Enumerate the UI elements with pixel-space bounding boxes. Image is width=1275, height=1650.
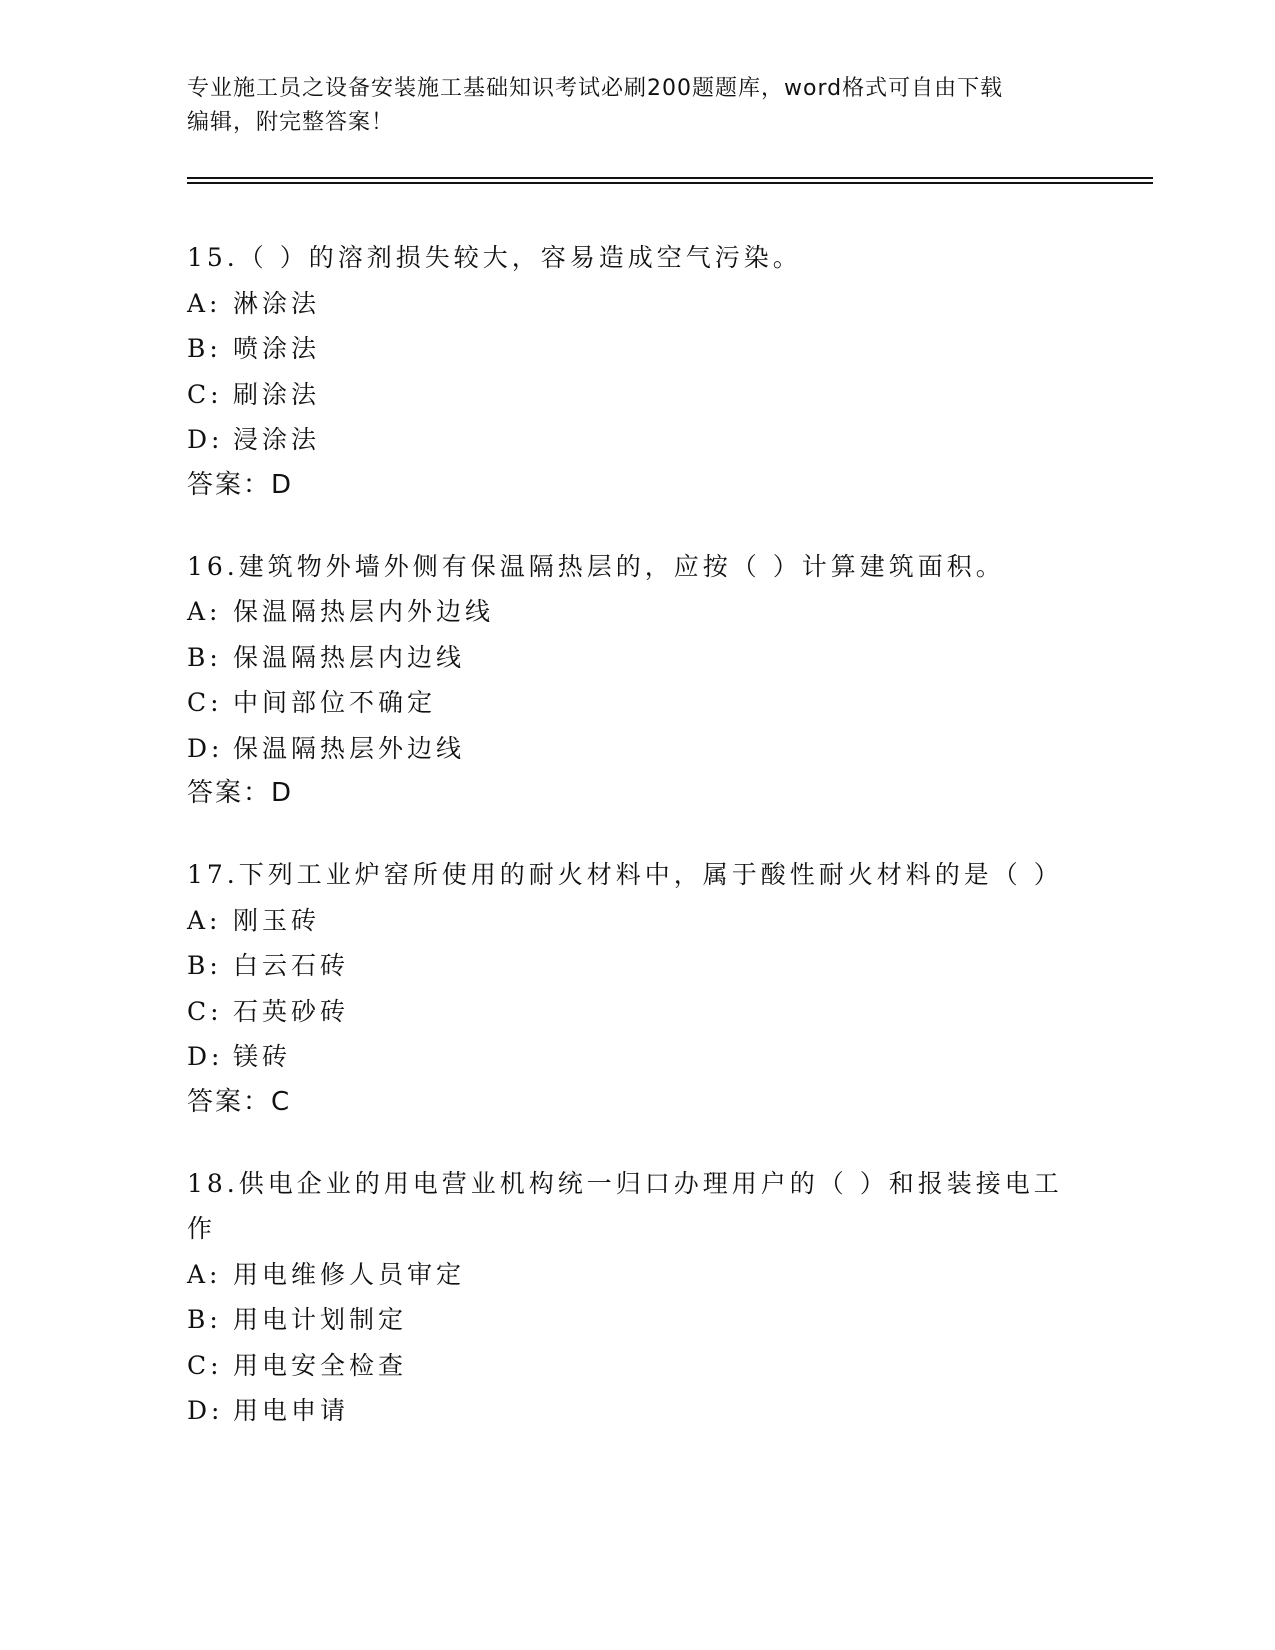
option-text: 刷涂法 [233,379,321,409]
document-header [187,72,1087,140]
question-text: 17.下列工业炉窑所使用的耐火材料中，属于酸性耐火材料的是（ ） [187,860,1063,889]
answer-line: 答案：D [187,469,294,500]
option-key: A: [187,1259,222,1289]
question-text: 16.建筑物外墙外侧有保温隔热层的，应按（ ）计算建筑面积。 [187,551,1005,581]
option-b [187,326,1067,372]
option-text: 白云石砖 [233,951,350,980]
option-key: B: [187,951,222,980]
option-a [187,281,1067,327]
header-divider-bottom [187,182,1153,184]
option-key: A: [187,905,222,935]
answer-line: 答案：D [187,778,294,808]
option-key: B: [187,642,222,672]
question-18 [187,1161,1067,1434]
option-text: 中间部位不确定 [233,688,437,717]
question-text: 18.供电企业的用电营业机构统一归口办理用户的（ ）和报装接电工作 [187,1168,1063,1243]
option-key: B: [187,334,222,363]
option-text: 浸涂法 [233,425,321,454]
option-text: 喷涂法 [233,334,321,363]
option-key: C: [187,688,223,717]
option-key: C: [187,379,223,409]
option-text: 镁砖 [233,1042,292,1071]
option-key: D: [187,1042,224,1071]
header-line-1: 专业施工员之设备安装施工基础知识考试必刷200题题库，word格式可自由下载 [187,76,1004,101]
option-key: B: [187,1305,222,1334]
option-text: 刚玉砖 [233,905,321,935]
option-key: D: [187,425,224,454]
option-text: 用电申请 [233,1396,350,1425]
option-text: 保温隔热层内边线 [233,642,466,672]
option-key: C: [187,1350,223,1380]
option-a [187,898,1067,944]
option-b [187,943,1067,989]
option-key: C: [187,996,223,1026]
question-16 [187,544,1067,817]
option-key: D: [187,733,224,763]
option-b [187,635,1067,681]
option-text: 用电维修人员审定 [233,1259,466,1289]
option-d [187,417,1067,463]
option-d [187,726,1067,772]
option-text: 用电安全检查 [233,1350,408,1380]
question-15 [187,235,1067,508]
question-17 [187,852,1067,1125]
answer-line: 答案：C [187,1086,292,1117]
option-c [187,680,1067,726]
option-text: 保温隔热层外边线 [233,733,466,763]
option-d [187,1388,1067,1434]
question-list [187,235,1067,1470]
option-text: 保温隔热层内外边线 [233,597,495,626]
question-text: 15.（ ）的溶剂损失较大，容易造成空气污染。 [187,243,802,272]
option-a [187,1252,1067,1298]
option-d [187,1034,1067,1080]
option-a [187,589,1067,635]
option-c [187,372,1067,418]
option-key: A: [187,597,222,626]
option-text: 淋涂法 [233,288,321,318]
option-text: 用电计划制定 [233,1305,408,1334]
option-key: D: [187,1396,224,1425]
option-c [187,989,1067,1035]
header-divider-top [187,177,1153,179]
option-text: 石英砂砖 [233,996,350,1026]
header-line-2: 编辑，附完整答案！ [187,110,395,135]
option-c [187,1343,1067,1389]
option-key: A: [187,288,222,318]
option-b [187,1297,1067,1343]
